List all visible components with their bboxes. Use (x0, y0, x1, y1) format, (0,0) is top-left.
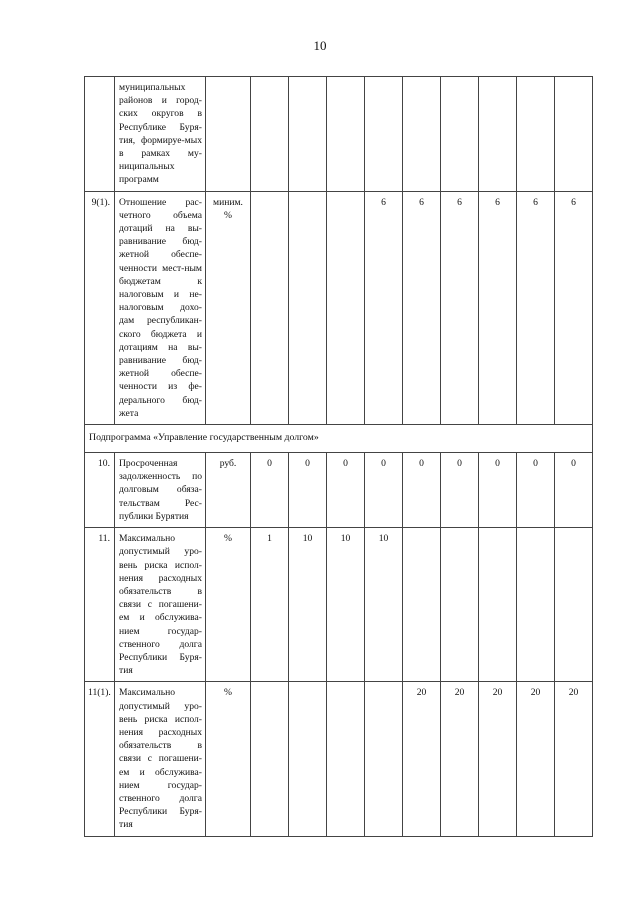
section-row (85, 425, 593, 453)
value-cell: 6 (365, 191, 403, 424)
value-cell (479, 528, 517, 682)
value-cell: 10 (289, 528, 327, 682)
row-description: муниципальных районов и город-ских округов в Республике Буря-тия, формируе-мых в рамках му-ниципальных программ (115, 77, 206, 192)
value-cell: 20 (403, 682, 441, 836)
row-number: 11. (85, 528, 115, 682)
value-cell (327, 77, 365, 192)
value-cell (517, 77, 555, 192)
value-cell (555, 77, 593, 192)
table-row (85, 453, 593, 528)
table-row (85, 528, 593, 682)
value-cell: 6 (441, 191, 479, 424)
indicators-table (84, 76, 593, 837)
value-cell: 0 (327, 453, 365, 528)
value-cell (517, 528, 555, 682)
row-number (85, 77, 115, 192)
value-cell (365, 682, 403, 836)
value-cell: 0 (479, 453, 517, 528)
row-unit: % (206, 682, 251, 836)
row-description: Отношение рас-четного объема дотаций на вы-равнивание бюд-жетной обеспе-ченности мест-ным бюджетам к налоговым и не-налоговым дохо-дам республикан-ского бюджета и дотациям на вы-равнивание бюд-жетной обеспе-ченности из фе-дерального бюд-жета (115, 191, 206, 424)
value-cell: 20 (555, 682, 593, 836)
value-cell: 20 (441, 682, 479, 836)
value-cell: 0 (517, 453, 555, 528)
row-unit: миним. % (206, 191, 251, 424)
page-number: 10 (313, 38, 327, 53)
row-number: 11(1). (85, 682, 115, 836)
value-cell: 6 (517, 191, 555, 424)
table-row (85, 682, 593, 836)
row-unit (206, 77, 251, 192)
value-cell: 6 (403, 191, 441, 424)
value-cell (289, 682, 327, 836)
value-cell: 0 (403, 453, 441, 528)
value-cell (327, 191, 365, 424)
value-cell: 0 (555, 453, 593, 528)
value-cell (403, 528, 441, 682)
value-cell (289, 191, 327, 424)
value-cell (251, 682, 289, 836)
value-cell (289, 77, 327, 192)
row-unit: руб. (206, 453, 251, 528)
value-cell (327, 682, 365, 836)
value-cell: 0 (441, 453, 479, 528)
value-cell: 0 (365, 453, 403, 528)
row-unit: % (206, 528, 251, 682)
value-cell (555, 528, 593, 682)
value-cell (441, 528, 479, 682)
row-description: Просроченная задолженность по долговым обяза-тельствам Рес-публики Бурятия (115, 453, 206, 528)
value-cell (365, 77, 403, 192)
row-number: 10. (85, 453, 115, 528)
value-cell: 10 (327, 528, 365, 682)
value-cell: 0 (289, 453, 327, 528)
row-number: 9(1). (85, 191, 115, 424)
value-cell (251, 77, 289, 192)
value-cell (251, 191, 289, 424)
value-cell (479, 77, 517, 192)
section-title: Подпрограмма «Управление государственным долгом» (85, 425, 593, 453)
value-cell: 20 (517, 682, 555, 836)
row-description: Максимально допустимый уро-вень риска испол-нения расходных обязательств в связи с погашени-ем и обслужива-нием государ-ственного долга Республики Буря-тия (115, 682, 206, 836)
value-cell: 6 (555, 191, 593, 424)
value-cell: 0 (251, 453, 289, 528)
value-cell: 10 (365, 528, 403, 682)
table-row (85, 191, 593, 424)
value-cell: 20 (479, 682, 517, 836)
value-cell: 6 (479, 191, 517, 424)
value-cell (403, 77, 441, 192)
row-description: Максимально допустимый уро-вень риска испол-нения расходных обязательств в связи с погашени-ем и обслужива-нием государ-ственного долга Республики Буря-тия (115, 528, 206, 682)
value-cell (441, 77, 479, 192)
table-row (85, 77, 593, 192)
value-cell: 1 (251, 528, 289, 682)
